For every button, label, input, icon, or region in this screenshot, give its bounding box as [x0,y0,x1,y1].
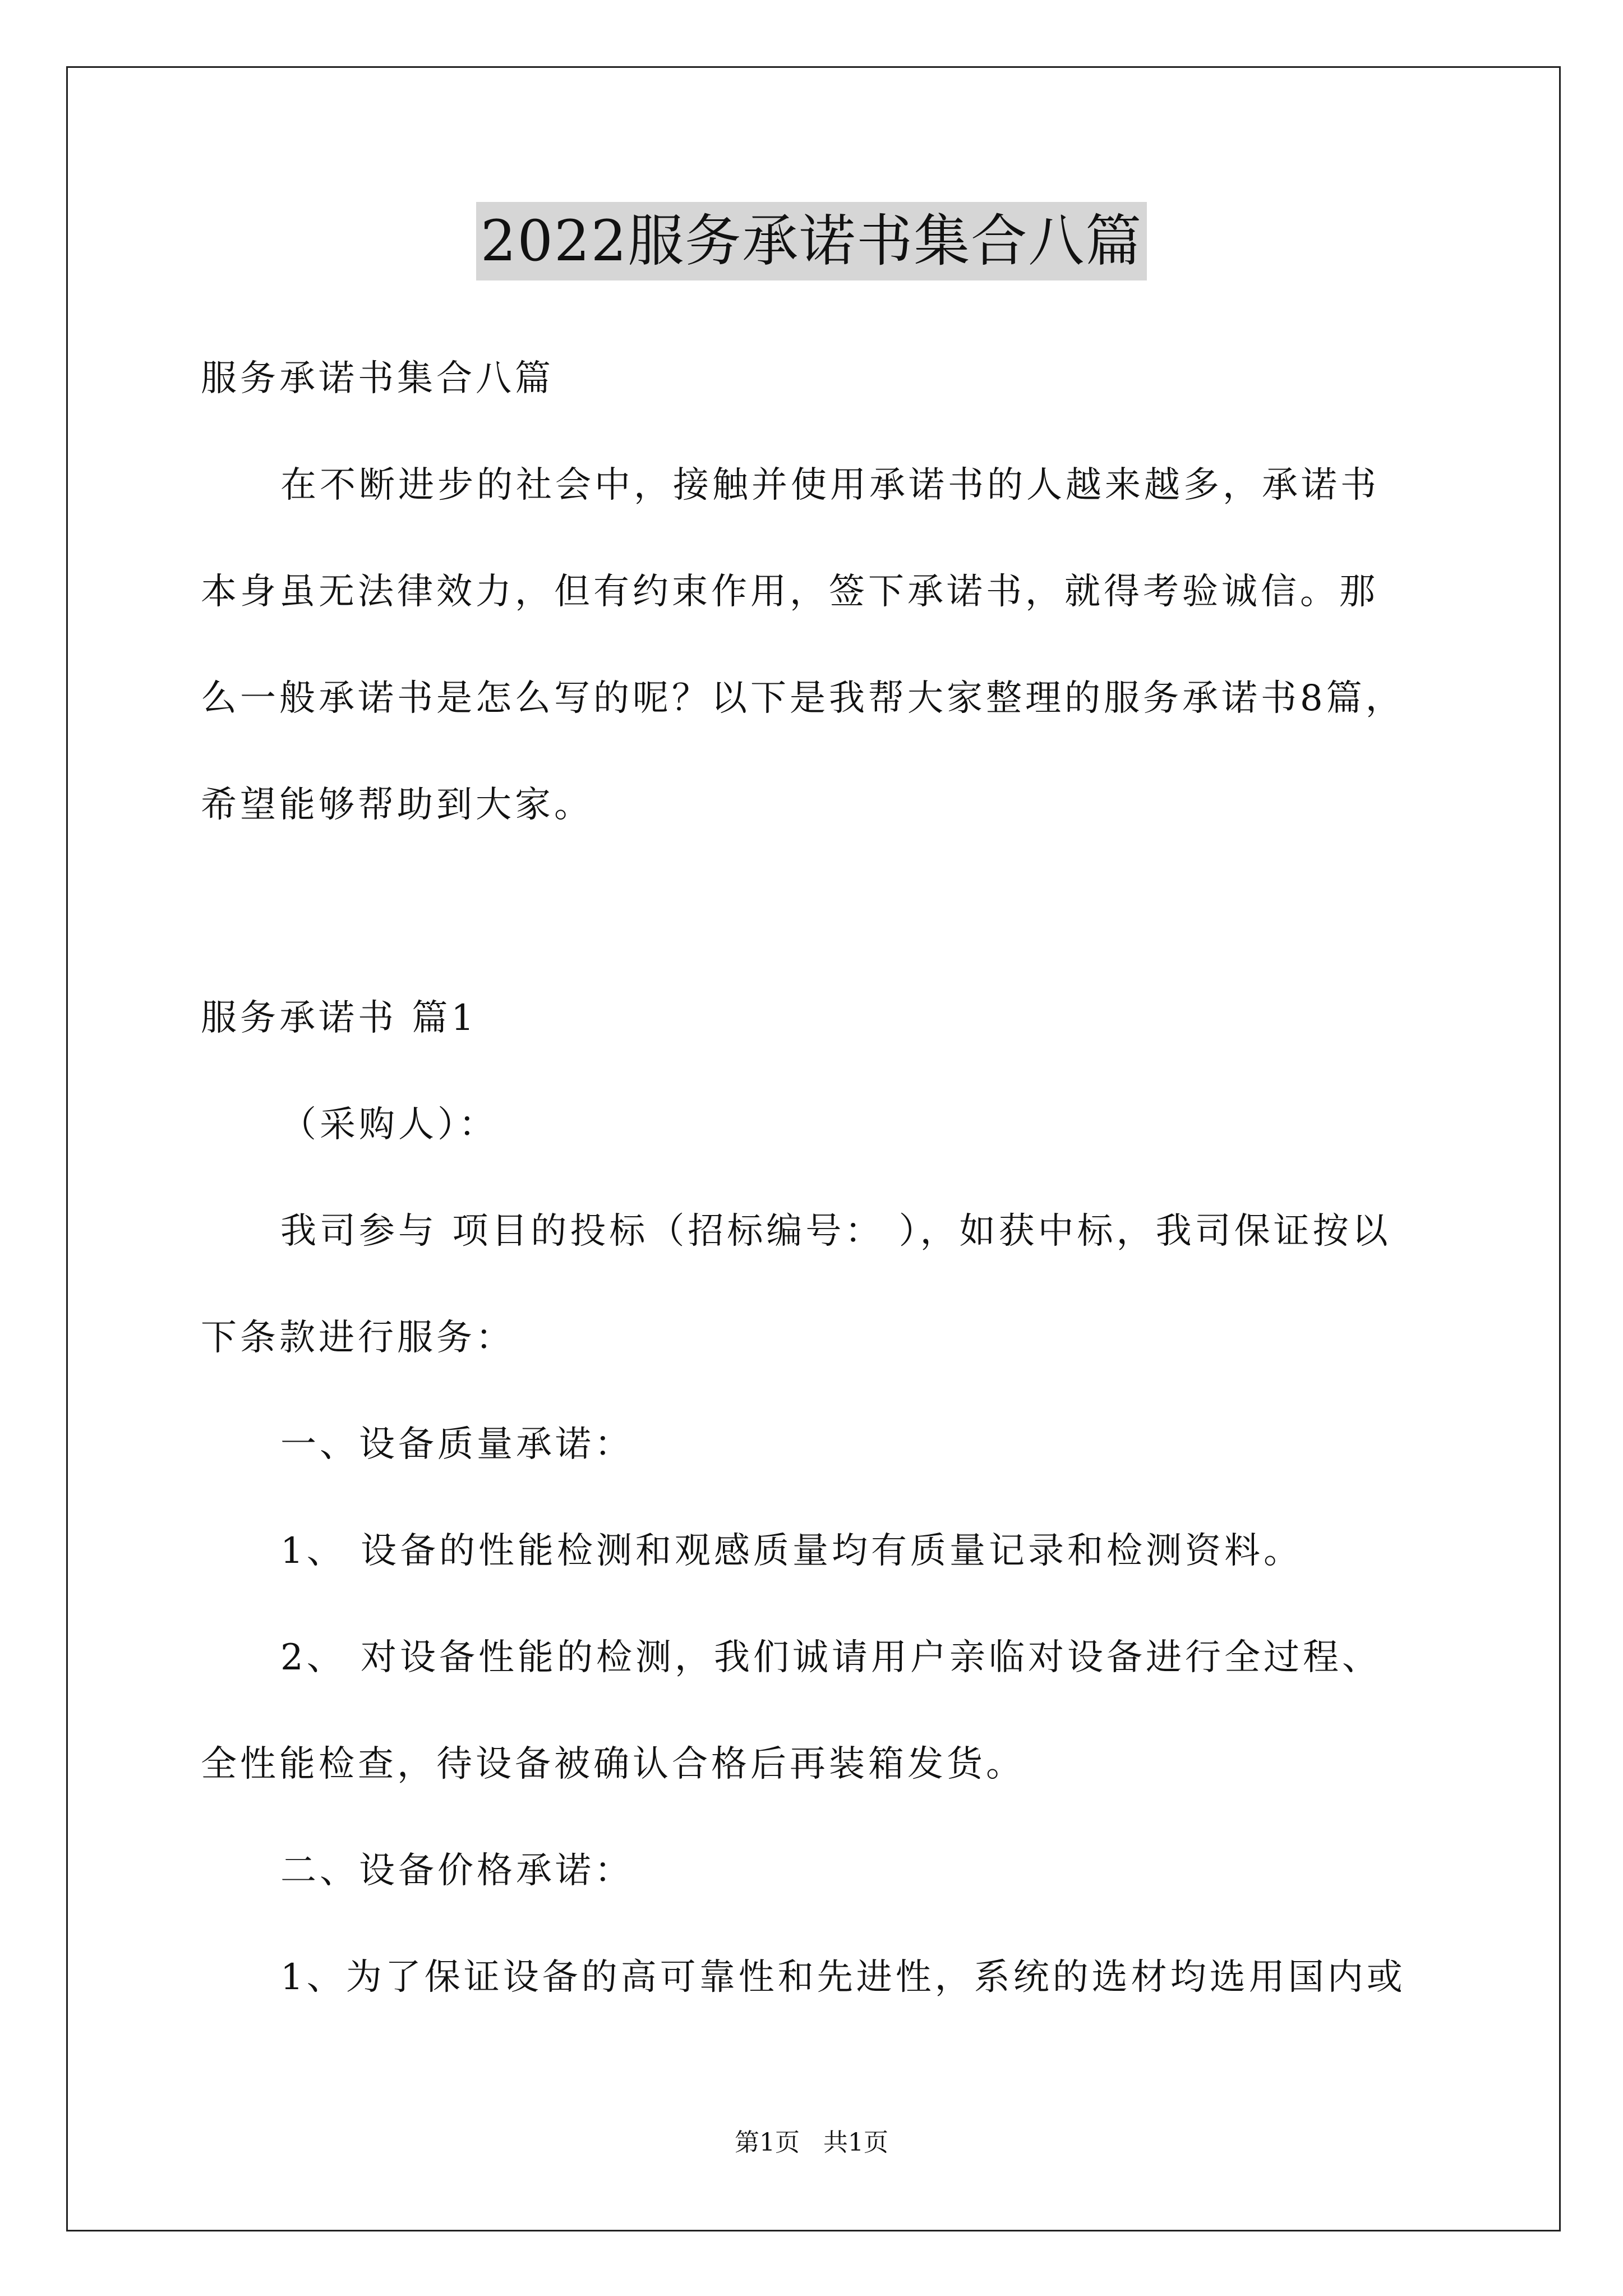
body-line: 一、设备质量承诺： [280,1424,634,1465]
addressee-line: （采购人）： [280,1104,498,1145]
intro-line: 希望能够帮助到大家。 [201,784,593,826]
body-line: 2、 对设备性能的检测，我们诚请用户亲临对设备进行全过程、 [280,1637,1382,1678]
body-line: 二、设备价格承诺： [280,1850,634,1892]
page-number-footer: 第1页 共1页 [735,2128,888,2157]
title-container [0,202,1623,280]
body-line: 1、为了保证设备的高可靠性和先进性，系统的选材均选用国内或 [280,1957,1406,1998]
section-heading: 服务承诺书 篇1 [201,997,478,1039]
body-line: 我司参与 项目的投标（招标编号： ），如获中标，我司保证按以 [280,1211,1391,1252]
intro-line: 么一般承诺书是怎么写的呢？以下是我帮大家整理的服务承诺书8篇， [201,678,1405,719]
intro-line: 在不断进步的社会中，接触并使用承诺书的人越来越多，承诺书 [280,464,1380,506]
document-subtitle: 服务承诺书集合八篇 [201,358,554,399]
intro-line: 本身虽无法律效力，但有约束作用，签下承诺书，就得考验诚信。那 [201,571,1378,613]
body-line: 全性能检查，待设备被确认合格后再装箱发货。 [201,1743,1025,1785]
body-line: 1、 设备的性能检测和观感质量均有质量记录和检测资料。 [280,1530,1303,1572]
body-line: 下条款进行服务： [201,1317,515,1359]
document-title: 2022服务承诺书集合八篇 [476,202,1147,280]
